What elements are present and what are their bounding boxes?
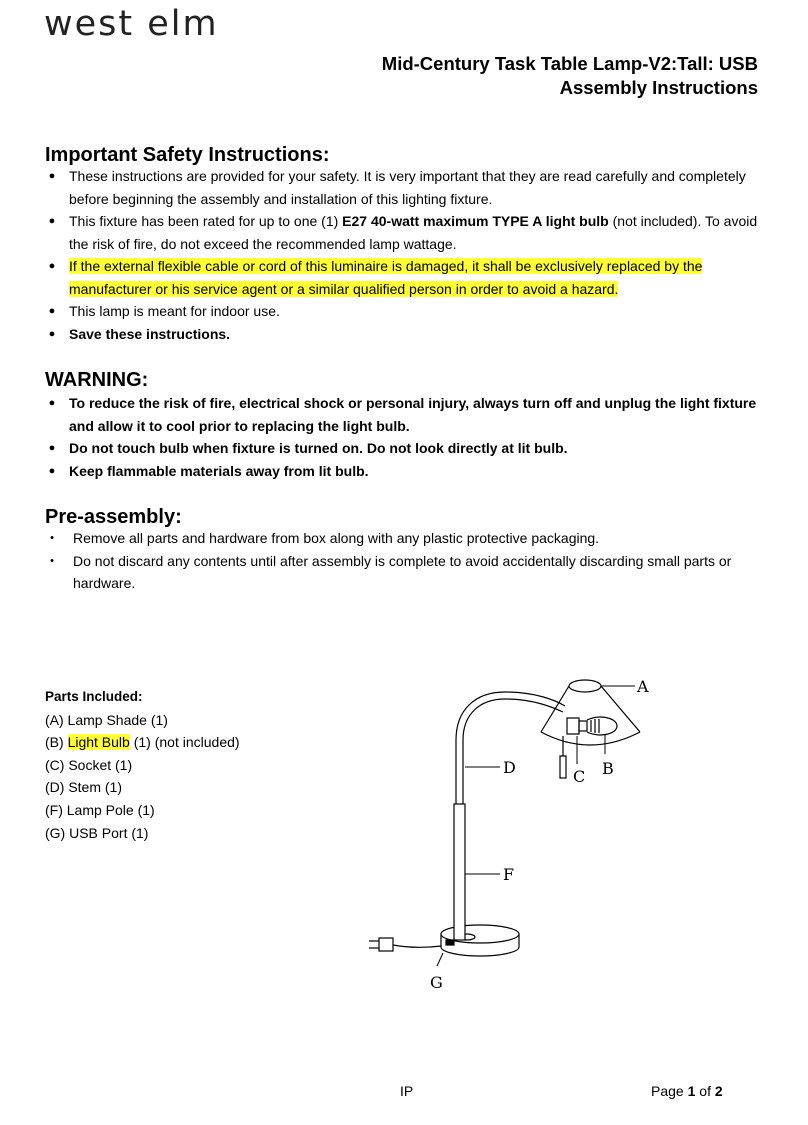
power-plug [369,938,441,951]
list-item: ● This lamp is meant for indoor use. [45,300,760,323]
leader-lines [437,686,635,966]
label-f: F [503,865,515,884]
bullet-icon: ● [48,215,56,227]
parts-heading: Parts Included: [45,689,143,704]
lamp-shade [541,680,640,745]
bullet-icon: ● [48,305,56,317]
bullet-icon: ● [48,260,56,272]
bullet-icon: ● [48,327,56,340]
bullet-icon: ● [48,442,56,454]
list-item: ● These instructions are provided for your safety. It is very important that they are read carefully and completely before beginning the assembly and installation of this lighting fixture. [45,165,760,210]
lamp-pole [454,804,465,940]
warning-list [45,392,760,482]
list-item: ● This fixture has been rated for up to one (1) E27 40-watt maximum TYPE A light bulb (not included). To avoid the risk of fire, do not exceed the recommended lamp wattage. [45,210,760,255]
list-item: • Do not discard any contents until after assembly is complete to avoid accidentally discarding small parts or hardware. [45,550,760,595]
bullet-icon: • [50,532,54,544]
label-d: D [503,758,516,777]
safety-list [45,165,760,345]
preassembly-list [45,527,760,595]
document-title [382,52,758,100]
safety-heading: Important Safety Instructions: [45,144,330,166]
part-item: (B) Light Bulb (1) (not included) [45,734,240,751]
parts-list [45,686,240,844]
bullet-icon: ● [48,464,56,477]
part-item: (A) Lamp Shade (1) [45,711,168,728]
part-item: (F) Lamp Pole (1) [45,801,155,818]
list-item: ● To reduce the risk of fire, electrical shock or personal injury, always turn off and unplug the light fixture and allow it to cool prior to replacing the light bulb. [45,392,760,437]
label-b: B [602,759,614,778]
bullet-icon: ● [48,397,56,409]
title-line-1: Mid-Century Task Table Lamp-V2:Tall: USB [381,53,758,74]
part-item: (G) USB Port (1) [45,824,149,841]
part-item: (C) Socket (1) [45,756,133,773]
bullet-icon: • [50,554,54,567]
highlighted-text: Light Bulb [67,734,130,751]
footer-ip: IP [400,1083,414,1099]
list-item: ● Do not touch bulb when fixture is turned on. Do not look directly at lit bulb. [45,437,760,460]
usb-port-icon [446,940,454,945]
lamp-stem [456,692,565,804]
lamp-diagram [355,670,675,1000]
socket-and-bulb [567,717,617,735]
socket-part [560,736,566,778]
part-item: (D) Stem (1) [45,779,122,796]
list-item: • Remove all parts and hardware from box along with any plastic protective packaging. [45,527,760,550]
title-line-2: Assembly Instructions [559,77,758,98]
preassembly-heading: Pre-assembly: [45,506,182,528]
label-a: A [637,677,649,696]
highlighted-text: If the external flexible cable or cord of this luminaire is damaged, it shall be exclusively replaced by the manufacturer or his service agent or a similar qualified person in order to avoid a hazard. [69,258,703,297]
list-item: ● Keep flammable materials away from lit bulb. [45,460,760,483]
list-item [45,255,760,300]
label-g: G [430,973,443,992]
list-item: ● Save these instructions. [45,323,760,346]
bullet-icon: ● [48,170,56,182]
page-number: Page 1 of 2 [651,1083,723,1099]
warning-heading: WARNING: [45,369,149,391]
brand-logo: west elm [44,4,219,44]
label-c: C [573,767,586,786]
